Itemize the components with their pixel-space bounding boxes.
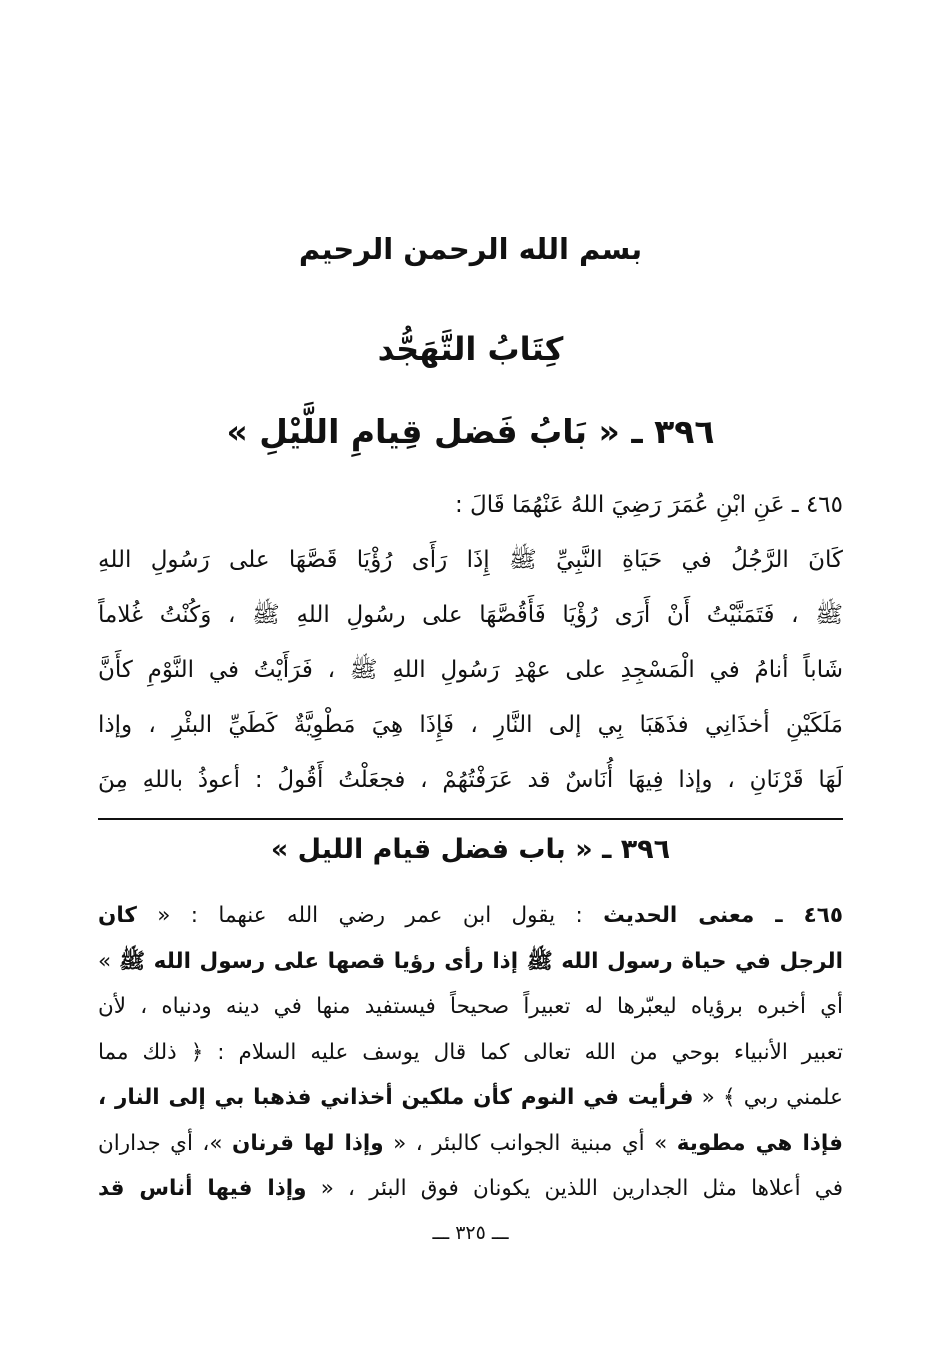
- commentary-line: [98, 893, 843, 939]
- commentary-segment: »، أي جداران: [98, 1130, 232, 1156]
- hadith-line: كَانَ الرَّجُلُ في حَيَاةِ النَّبِيِّ ﷺ إِذَا رَأَى رُؤْيَا قَصَّهَا على رَسُولِ اللهِ: [98, 547, 843, 573]
- hadith-line: ٤٦٥ ـ عَنِ ابْنِ عُمَرَ رَضِيَ اللهُ عَنْهُمَا قَالَ :: [454, 492, 843, 518]
- commentary-text: [98, 893, 843, 1212]
- commentary-quote-segment: الرجل في حياة رسول الله ﷺ إذا رأى رؤيا قصها على رسول الله ﷺ: [119, 948, 843, 974]
- commentary-segment: » أي مبنية الجوانب كالبئر ، «: [383, 1130, 677, 1156]
- commentary-quote-segment: فرأيت في النوم كأن ملكين أخذاني فذهبا بي إلى النار ،: [98, 1085, 694, 1110]
- basmala-heading: بسم الله الرحمن الرحيم: [298, 232, 643, 266]
- commentary-line: [98, 939, 843, 985]
- hadith-line: ﷺ ، فَتَمَنَّيْتُ أَنْ أَرَى رُؤْيَا فَأَقُصَّهَا على رسُولِ اللهِ ﷺ ، وَكُنْتُ غُلاماً: [98, 602, 843, 628]
- commentary-quote-segment: كان: [98, 903, 137, 928]
- page-number: ـــ ٣٢٥ ـــ: [432, 1222, 509, 1244]
- hadith-text: [98, 478, 843, 808]
- commentary-line: [98, 1030, 843, 1076]
- hadith-line: لَهَا قَرْنَانِ ، وإذا فِيهَا أُنَاسٌ قد عَرَفْتُهُمْ ، فجعَلْتُ أَقُولُ : أعوذُ باللهِ مِنَ: [98, 767, 843, 793]
- hadith-line: مَلَكَيْنِ أخذَانِي فذَهَبَا بِي إلى النَّارِ ، فَإِذَا هِيَ مَطْوِيَّةٌ كَطَيِّ البئْرِ ، وإذا: [98, 712, 843, 738]
- commentary-title: ٣٩٦ ـ « باب فضل قيام الليل »: [270, 834, 671, 865]
- commentary-segment: : يقول ابن عمر رضي الله عنهما : «: [136, 903, 604, 928]
- commentary-segment: »: [98, 948, 120, 974]
- commentary-line: [98, 1075, 843, 1121]
- commentary-line: [98, 1166, 843, 1212]
- commentary-segment: علمني ربي ﴾ «: [693, 1085, 843, 1110]
- commentary-quote-segment: ٤٦٥ ـ معنى الحديث: [603, 903, 843, 928]
- chapter-title: ٣٩٦ ـ « بَابُ فَضل قِيامِ اللَّيْلِ »: [226, 412, 715, 451]
- hadith-line: شَاباً أنامُ في الْمَسْجِدِ على عهْدِ رَسُولِ اللهِ ﷺ ، فَرَأَيْتُ في النَّوْمِ كأَنَّ: [98, 657, 843, 683]
- book-title: كِتَابُ التَّهَجُّد: [377, 330, 564, 368]
- commentary-segment: في أعلاها مثل الجدارين اللذين يكونان فوق البئر ، «: [306, 1176, 843, 1201]
- commentary-segment: تعبير الأنبياء بوحي من الله تعالى كما قال يوسف عليه السلام : ﴿ ذلك مما: [98, 1039, 843, 1065]
- commentary-quote-segment: فإذا هي مطوية: [676, 1130, 843, 1156]
- commentary-quote-segment: وإذا لها قرنان: [232, 1130, 384, 1156]
- commentary-quote-segment: وإذا فيها أناس قد: [98, 1176, 307, 1201]
- commentary-segment: أي أخبره برؤياه ليعبّرها له تعبيراً صحيحاً فيستفيد منها في دينه ودنياه ، لأن: [98, 994, 843, 1019]
- commentary-line: [98, 984, 843, 1030]
- section-divider: [98, 818, 843, 820]
- commentary-line: [98, 1121, 843, 1167]
